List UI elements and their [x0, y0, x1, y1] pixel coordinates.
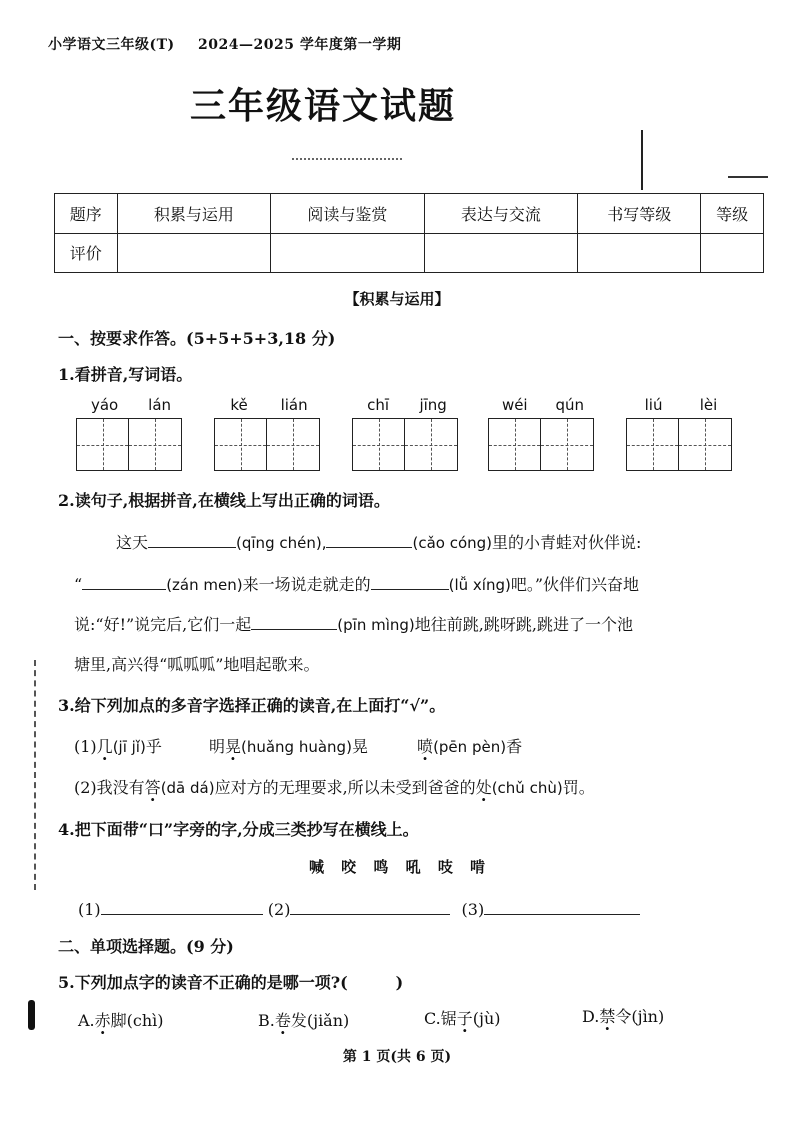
q3-line: [74, 734, 522, 757]
pinyin-group: [352, 396, 462, 471]
pinyin: (zán men): [166, 576, 243, 594]
writing-grid-cell[interactable]: [541, 418, 594, 471]
score-cell: 阅读与鉴赏: [271, 194, 425, 234]
text: 明: [208, 737, 225, 756]
q5-option-b[interactable]: [258, 1008, 349, 1031]
text: 乎: [145, 737, 162, 756]
answer-blank[interactable]: [148, 531, 236, 548]
text: (jù): [472, 1009, 501, 1028]
score-cell: 表达与交流: [424, 194, 578, 234]
pinyin-choice[interactable]: (chǔ chù): [491, 779, 563, 797]
score-input-cell[interactable]: [117, 233, 271, 273]
score-cell: 题序: [55, 194, 118, 234]
pinyin-choice[interactable]: (dā dá): [160, 779, 215, 797]
q2-title: 2.读句子,根据拼音,在横线上写出正确的词语。: [58, 491, 390, 510]
q1-title: 1.看拼音,写词语。: [58, 365, 193, 384]
q2-line: 塘里,高兴得“呱呱呱”地唱起歌来。: [74, 655, 320, 674]
exam-header: [48, 34, 401, 54]
pinyin: wéi: [501, 396, 528, 414]
score-input-cell[interactable]: [424, 233, 578, 273]
exam-title: 三年级语文试题: [190, 85, 457, 127]
pinyin: (lǚ xíng): [448, 576, 511, 594]
q4-title: 4.把下面带“口”字旁的字,分成三类抄写在横线上。: [58, 820, 419, 839]
score-table-eval-row: [55, 233, 764, 273]
pinyin-group: [488, 396, 598, 471]
pinyin: chī: [367, 396, 390, 414]
short-rule: [728, 176, 768, 178]
text: 来一场说走就走的: [242, 575, 371, 594]
text: 里的小青蛙对伙伴说:: [492, 533, 642, 552]
text: 香: [506, 737, 523, 756]
writing-grid-cell[interactable]: [679, 418, 732, 471]
page-footer: 第 1 页(共 6 页): [342, 1049, 452, 1065]
text: (1): [78, 900, 101, 919]
dotted-char: 几: [96, 737, 113, 756]
writing-grid-cell[interactable]: [488, 418, 541, 471]
dotted-char: 答: [144, 778, 161, 797]
q5-option-c[interactable]: [424, 1006, 501, 1029]
text: 脚(chì): [110, 1011, 164, 1030]
score-input-cell[interactable]: [701, 233, 764, 273]
text: 地往前跳,跳呀跳,跳进了一个池: [414, 615, 633, 634]
q2-line: [74, 572, 639, 595]
q5-title: 5.下列加点字的读音不正确的是哪一项?( ): [58, 973, 404, 992]
score-cell: 评价: [55, 233, 118, 273]
answer-blank[interactable]: [101, 898, 263, 915]
pinyin: lèi: [699, 396, 718, 414]
text: A.: [78, 1011, 95, 1030]
answer-blank[interactable]: [371, 573, 449, 590]
answer-blank[interactable]: [82, 573, 166, 590]
pinyin-group: [214, 396, 324, 471]
pinyin-choice[interactable]: (jī jǐ): [112, 738, 146, 756]
vertical-rule: [641, 130, 643, 190]
writing-grid-cell[interactable]: [405, 418, 458, 471]
text: (2)我没有: [74, 778, 145, 797]
pinyin: yáo: [90, 396, 119, 414]
kou-radical-chars: 喊 咬 鸣 吼 吱 啃: [308, 858, 486, 876]
dotted-char: 子: [456, 1009, 473, 1028]
text: 说:“好!”说完后,它们一起: [74, 615, 252, 634]
writing-grid-cell[interactable]: [129, 418, 182, 471]
answer-blank[interactable]: [251, 613, 337, 630]
writing-grid-cell[interactable]: [352, 418, 405, 471]
text: 吧。”伙伴们兴奋地: [510, 575, 640, 594]
text: (1): [74, 737, 97, 756]
pinyin: (cǎo cóng): [412, 534, 493, 552]
answer-blank[interactable]: [290, 898, 450, 915]
q5-option-d[interactable]: [582, 1004, 664, 1027]
writing-grid-cell[interactable]: [626, 418, 679, 471]
q3-line: [74, 775, 595, 798]
pinyin: qún: [555, 396, 585, 414]
pinyin: kě: [230, 396, 248, 414]
score-table: [54, 193, 764, 273]
pinyin: lán: [148, 396, 172, 414]
term-label: 2024—2025 学年度第一学期: [198, 37, 402, 53]
section-heading: 【积累与运用】: [344, 290, 450, 308]
q2-line: [116, 530, 641, 553]
dotted-char: 禁: [599, 1007, 616, 1026]
writing-grid-cell[interactable]: [214, 418, 267, 471]
writing-grid-cell[interactable]: [267, 418, 320, 471]
answer-blank[interactable]: [484, 898, 640, 915]
text: D.: [582, 1007, 600, 1026]
text: 发(jiǎn): [290, 1011, 350, 1030]
pinyin: lián: [280, 396, 308, 414]
part2-heading: 二、单项选择题。(9 分): [58, 937, 234, 956]
q5-option-a[interactable]: [78, 1008, 164, 1031]
pinyin-group: [626, 396, 736, 471]
course-label: 小学语文三年级(T): [48, 37, 175, 53]
score-cell: 等级: [701, 194, 764, 234]
dotted-char: 喷: [417, 737, 434, 756]
edge-mark: [28, 1000, 35, 1030]
text: 罚。: [562, 778, 595, 797]
text: (3): [461, 900, 485, 919]
part1-heading: 一、按要求作答。(5+5+5+3,18 分): [58, 329, 336, 348]
text: 令(jìn): [615, 1007, 665, 1026]
score-input-cell[interactable]: [578, 233, 701, 273]
pinyin-choice[interactable]: (huǎng huàng): [240, 738, 352, 756]
pinyin: jīng: [419, 396, 447, 414]
text: 晃: [351, 737, 368, 756]
q2-line: [74, 612, 633, 635]
writing-grid-cell[interactable]: [76, 418, 129, 471]
answer-blank[interactable]: [326, 531, 412, 548]
score-cell: 书写等级: [578, 194, 701, 234]
q4-answer-line: [78, 898, 640, 919]
pinyin: liú: [644, 396, 663, 414]
text: 应对方的无理要求,所以未受到爸爸的: [214, 778, 476, 797]
scan-smudge: [292, 158, 402, 164]
score-cell: 积累与运用: [117, 194, 271, 234]
pinyin: (qīng chén),: [236, 534, 327, 552]
pinyin: (pīn mìng): [337, 616, 415, 634]
text: B.: [258, 1011, 275, 1030]
text: C.锯: [424, 1009, 457, 1028]
q3-title: 3.给下列加点的多音字选择正确的读音,在上面打“√”。: [58, 696, 446, 715]
dotted-char: 处: [475, 778, 492, 797]
pinyin-group: [76, 396, 186, 471]
score-table-header-row: [55, 194, 764, 234]
text: (2): [267, 900, 291, 919]
dotted-char: 赤: [94, 1011, 111, 1030]
text: “: [74, 575, 83, 594]
pinyin-choice[interactable]: (pēn pèn): [433, 738, 507, 756]
dotted-char: 晃: [224, 737, 241, 756]
text: 这天: [116, 533, 149, 552]
score-input-cell[interactable]: [271, 233, 425, 273]
dotted-char: 卷: [274, 1011, 291, 1030]
